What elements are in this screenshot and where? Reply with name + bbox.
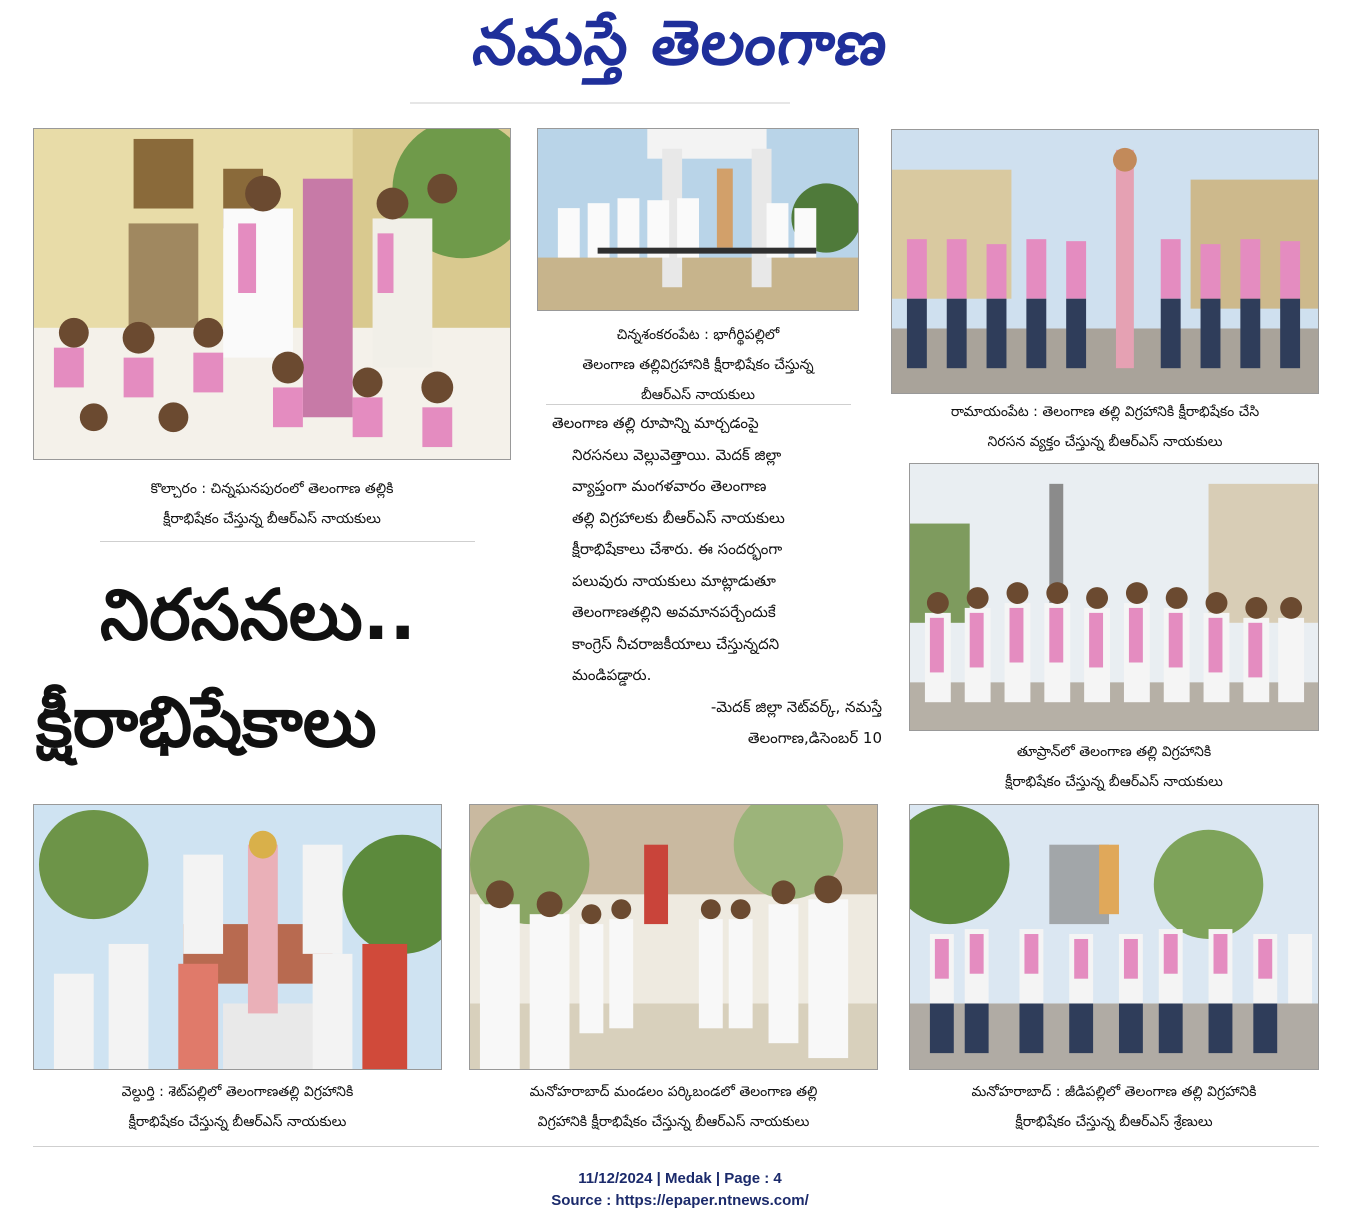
section-divider (546, 404, 851, 405)
caption-line: చిన్నశంకరంపేట : భాగీర్థిపల్లిలో (616, 327, 780, 343)
footer-date-line: 11/12/2024 | Medak | Page : 4 (578, 1170, 782, 1187)
headline-line1: నిరసనలు.. (100, 574, 416, 656)
photo-veldurthi (33, 804, 442, 1070)
caption-kolcharam (33, 474, 511, 534)
photo-ramayampet (891, 129, 1319, 394)
masthead (0, 0, 1360, 100)
section-divider (100, 541, 475, 542)
article-line: మండిపడ్డారు. (572, 666, 652, 684)
masthead-title: నమస్తే తెలంగాణ (468, 6, 894, 79)
article-body (552, 408, 882, 755)
photo-toopran (909, 463, 1319, 731)
caption-line: కొల్చారం : చిన్నఘనపురంలో తెలంగాణ తల్లికి (150, 481, 394, 497)
article-line: క్షీరాభిషేకాలు చేశారు. ఈ సందర్భంగా (572, 540, 783, 558)
caption-line: విగ్రహానికి క్షీరాభిషేకం చేస్తున్న బీఆర్ఎస్ నాయకులు (537, 1114, 810, 1130)
caption-line: నిరసన వ్యక్తం చేస్తున్న బీఆర్ఎస్ నాయకులు (987, 434, 1223, 450)
caption-line: తూప్రాన్‌లో తెలంగాణ తల్లి విగ్రహానికి (1016, 744, 1212, 760)
page-bottom-divider (33, 1146, 1319, 1147)
caption-line: తెలంగాణ తల్లివిగ్రహానికి క్షీరాభిషేకం చేస్తున్న (582, 357, 814, 373)
caption-line: క్షీరాభిషేకం చేస్తున్న బీఆర్ఎస్ నాయకులు (128, 1114, 347, 1130)
article-line: పలువురు నాయకులు మాట్లాడుతూ (572, 571, 776, 590)
article-line: తెలంగాణ తల్లి రూపాన్ని మార్చడంపై (552, 414, 759, 432)
caption-line: క్షీరాభిషేకం చేస్తున్న బీఆర్ఎస్ శ్రేణులు (1015, 1114, 1213, 1130)
article-byline: -మెదక్ జిల్లా నెట్‌వర్క్, నమస్తే (710, 697, 882, 716)
caption-veldurthi (33, 1077, 442, 1137)
photo-manoharabad-jeedipalli (909, 804, 1319, 1070)
masthead-divider (410, 102, 790, 104)
article-line: వ్యాప్తంగా మంగళవారం తెలంగాణ (572, 477, 767, 495)
caption-manoharabad-parkibanda (469, 1077, 878, 1137)
article-line: తెలంగాణతల్లిని అవమానపర్చేందుకే (572, 603, 776, 621)
caption-line: క్షీరాభిషేకం చేస్తున్న బీఆర్ఎస్ నాయకులు (1005, 774, 1223, 790)
caption-line: క్షీరాభిషేకం చేస్తున్న బీఆర్ఎస్ నాయకులు (163, 511, 381, 527)
caption-line: రామాయంపేట : తెలంగాణ తల్లి విగ్రహానికి క్షీరాభిషేకం చేసి (950, 404, 1260, 420)
caption-line: బీఆర్ఎస్ నాయకులు (641, 387, 755, 403)
caption-ramayampet (891, 397, 1319, 457)
article-line: కాంగ్రెస్ నీచరాజకీయాలు చేస్తున్నదని (572, 634, 780, 653)
caption-manoharabad-jeedipalli (909, 1077, 1319, 1137)
article-byline: తెలంగాణ,డిసెంబర్ 10 (747, 729, 882, 747)
caption-line: మనోహరాబాద్ : జీడిపల్లిలో తెలంగాణ తల్లి విగ్రహానికి (971, 1084, 1257, 1100)
photo-kolcharam (33, 128, 511, 460)
photo-chinnashankarampet (537, 128, 859, 311)
caption-chinnashankarampet (537, 320, 859, 410)
footer-source-line: Source : https://epaper.ntnews.com/ (551, 1192, 809, 1209)
article-line: నిరసనలు వెల్లువెత్తాయి. మెదక్ జిల్లా (572, 445, 782, 464)
caption-toopran (909, 737, 1319, 797)
article-line: తల్లి విగ్రహాలకు బీఆర్ఎస్ నాయకులు (572, 508, 785, 527)
headline-line2: క్షీరాభిషేకాలు (36, 681, 377, 763)
photo-manoharabad-parkibanda (469, 804, 878, 1070)
caption-line: మనోహరాబాద్ మండలం పర్కిబండలో తెలంగాణ తల్లి (529, 1084, 818, 1100)
caption-line: వెల్దుర్తి : శెట్‌పల్లిలో తెలంగాణతల్లి విగ్రహానికి (121, 1084, 354, 1100)
